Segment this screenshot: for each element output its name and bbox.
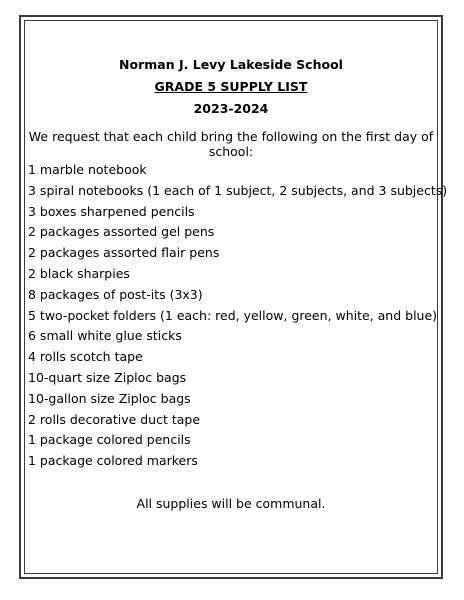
supply-item: 2 packages assorted flair pens	[28, 245, 220, 261]
supply-item: 5 two-pocket folders (1 each: red, yellow, green, white, and blue)	[28, 307, 438, 323]
supply-item: 8 packages of post-its (3x3)	[28, 286, 203, 302]
supply-item: 10-gallon size Ziploc bags	[28, 390, 191, 406]
supply-list	[28, 162, 448, 474]
supply-item: 1 package colored pencils	[28, 432, 191, 448]
intro-text: We request that each child bring the following on the first day of school:	[28, 129, 434, 159]
list-title: GRADE 5 SUPPLY LIST	[154, 79, 308, 94]
school-year: 2023-2024	[193, 101, 269, 116]
supply-item: 1 package colored markers	[28, 453, 198, 469]
supply-item: 3 boxes sharpened pencils	[28, 203, 195, 219]
supply-item: 3 spiral notebooks (1 each of 1 subject, 2 subjects, and 3 subjects)	[28, 182, 448, 198]
supply-item: 10-quart size Ziploc bags	[28, 369, 187, 385]
supply-item: 1 marble notebook	[28, 162, 147, 177]
supply-item: 2 black sharpies	[28, 265, 130, 281]
supply-list-document	[28, 57, 448, 511]
school-name: Norman J. Levy Lakeside School	[119, 57, 343, 72]
supply-item: 2 packages assorted gel pens	[28, 224, 215, 240]
closing-note: All supplies will be communal.	[136, 495, 326, 511]
supply-item: 6 small white glue sticks	[28, 328, 182, 344]
supply-item: 4 rolls scotch tape	[28, 349, 143, 365]
supply-item: 2 rolls decorative duct tape	[28, 411, 201, 427]
